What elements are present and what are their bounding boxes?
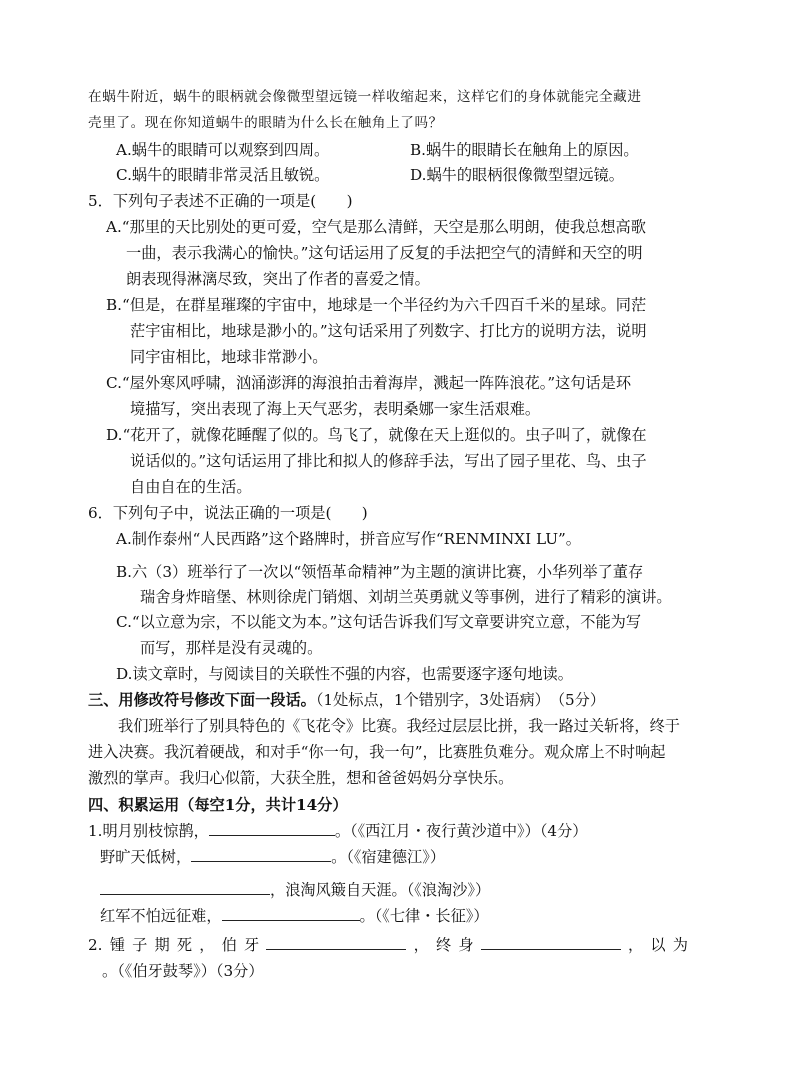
section-3-heading (88, 690, 605, 710)
option-d: D.蜗牛的眼柄很像微型望远镜。 (410, 166, 624, 184)
q6-option-d: D.读文章时，与阅读目的关联性不强的内容，也需要逐字逐句地读。 (116, 665, 573, 683)
q5-option-c-line: 境描写，突出表现了海上天气恶劣，表明桑娜一家生活艰难。 (130, 400, 541, 418)
answer-blank[interactable] (100, 880, 270, 895)
question-5-stem: 5．下列句子表述不正确的一项是( ) (88, 192, 353, 210)
fill-line-6: 。（《伯牙鼓琴》）（3分） (102, 962, 264, 980)
q6-option-a: A.制作泰州“人民西路”这个路牌时，拼音应写作“RENMINXI LU”。 (116, 530, 581, 548)
poem-source: 。（《西江月・夜行黄沙道中》）（4分） (334, 822, 588, 840)
q2-char: ， (413, 936, 429, 954)
option-c: C.蜗牛的眼睛非常灵活且敏锐。 (116, 166, 330, 184)
q6-option-b-line: 瑞舍身炸暗堡、林则徐虎门销烟、刘胡兰英勇就义等事例，进行了精彩的演讲。 (140, 588, 672, 606)
section-3-note: （1处标点，1个错别字，3处语病） （5分） (315, 691, 606, 709)
q2-char: 期 (154, 936, 170, 954)
q5-option-a-line: 一曲，表示我满心的愉快。”这句话运用了反复的手法把空气的清鲜和天空的明 (126, 244, 643, 262)
q5-option-d-line: 自由自在的生活。 (130, 478, 252, 496)
q2-char: ， (199, 936, 215, 954)
q2-char: 身 (458, 936, 474, 954)
q2-char: 死 (176, 936, 193, 954)
poem-source: 。（《宿建德江》） (331, 848, 446, 866)
section-3-title: 三、用修改符号修改下面一段话。 (88, 691, 316, 709)
q5-option-a-line: 朗表现得淋漓尽致，突出了作者的喜爱之情。 (126, 270, 430, 288)
poem-text: 野旷天低树， (100, 848, 192, 866)
q5-option-b-line: B.“但是，在群星璀璨的宇宙中，地球是一个半径约为六千四百千米的星球。同茫 (106, 296, 647, 314)
q5-option-d-line: D.“花开了，就像花睡醒了似的。鸟飞了，就像在天上逛似的。虫子叫了，就像在 (106, 426, 647, 444)
q2-char: 为 (672, 936, 688, 954)
q5-option-b-line: 茫宇宙相比，地球是渺小的。”这句话采用了列数字、打比方的说明方法，说明 (130, 322, 647, 340)
paragraph-line: 我们班举行了别具特色的《飞花令》比赛。我经过层层比拼，我一路过关斩将，终于 (118, 717, 680, 735)
fill-line-5 (88, 935, 688, 955)
paragraph-line: 进入决赛。我沉着硬战，和对手“你一句，我一句”，比赛胜负难分。观众席上不时响起 (88, 743, 666, 761)
q2-char: 子 (132, 936, 148, 954)
poem-text: 红军不怕远征难， (100, 907, 222, 925)
option-b: B.蜗牛的眼睛长在触角上的原因。 (410, 141, 639, 159)
answer-blank[interactable] (222, 906, 360, 921)
q6-option-c-line: 而写，那样是没有灵魂的。 (140, 639, 323, 657)
poem-source: ，浪淘风簸自天涯。（《浪淘沙》） (270, 881, 491, 899)
q5-option-a-line: A.“那里的天比别处的更可爱，空气是那么清鲜，天空是那么明朗，使我总想高歌 (106, 218, 646, 236)
fill-line-2 (100, 847, 445, 867)
q2-char: ， (628, 936, 644, 954)
q5-option-c-line: C.“屋外寒风呼啸，汹涌澎湃的海浪拍击着海岸，溅起一阵阵浪花。”这句话是环 (106, 374, 632, 392)
question-6-stem: 6．下列句子中，说法正确的一项是( ) (88, 504, 368, 522)
answer-blank[interactable] (191, 847, 331, 862)
answer-blank[interactable] (266, 935, 406, 950)
answer-blank[interactable] (209, 821, 335, 836)
section-4-title: 四、积累运用（每空1分，共计14分） (88, 796, 348, 814)
option-a: A.蜗牛的眼睛可以观察到四周。 (116, 141, 330, 159)
poem-text: 1.明月别枝惊鹊， (88, 822, 209, 840)
q2-char: 以 (650, 936, 666, 954)
passage-line: 壳里了。现在你知道蜗牛的眼睛为什么长在触角上了吗？ (88, 115, 443, 131)
paragraph-line: 激烈的掌声。我归心似箭，大获全胜，想和爸爸妈妈分享快乐。 (88, 769, 514, 787)
fill-line-1 (88, 821, 587, 841)
q2-char: 锺 (109, 936, 125, 954)
q2-char: 终 (436, 936, 452, 954)
q2-char: 牙 (244, 936, 260, 954)
q6-option-c-line: C.“以立意为宗，不以能文为本。”这句话告诉我们写文章要讲究立意，不能为写 (116, 613, 642, 631)
q2-char: 伯 (221, 936, 237, 954)
q2-char: 2. (88, 936, 103, 954)
q5-option-d-line: 说话似的。”这句话运用了排比和拟人的修辞手法，写出了园子里花、鸟、虫子 (130, 452, 647, 470)
passage-line: 在蜗牛附近，蜗牛的眼柄就会像微型望远镜一样收缩起来，这样它们的身体就能完全藏进 (88, 89, 642, 105)
fill-line-4 (100, 906, 489, 926)
poem-source: 。（《七律・长征》） (359, 907, 489, 925)
answer-blank[interactable] (481, 935, 621, 950)
fill-line-3 (100, 880, 490, 900)
q5-option-b-line: 同宇宙相比，地球非常渺小。 (130, 348, 328, 366)
q6-option-b-line: B.六（3）班举行了一次以“领悟革命精神”为主题的演讲比赛，小华列举了董存 (116, 563, 644, 581)
